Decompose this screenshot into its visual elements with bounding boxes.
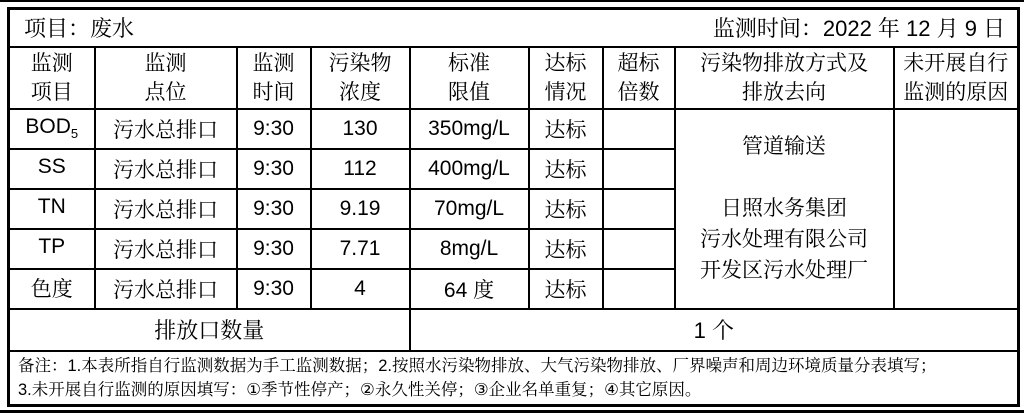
outlet-count-label-cell: 排放口数量	[9, 309, 410, 351]
header-exceedance-multiple	[603, 47, 675, 109]
exceedance-multiple-cell	[603, 269, 675, 309]
pollutant-concentration-cell: 7.71	[311, 229, 410, 269]
compliance-status-cell: 达标	[529, 149, 603, 189]
pollutant-concentration-cell: 4	[311, 269, 410, 309]
project-label: 项目：废水	[24, 16, 135, 42]
title-cell	[9, 9, 1019, 47]
header-monitoring-item	[9, 47, 95, 109]
monitoring-item-cell	[9, 229, 95, 269]
parameter-name: TP	[38, 235, 66, 259]
discharge-line: 管道输送	[742, 135, 826, 158]
exceedance-multiple-cell	[603, 109, 675, 149]
discharge-line: 污水处理有限公司	[700, 228, 868, 251]
standard-limit-cell: 8mg/L	[410, 229, 529, 269]
header-line: 未开展自行	[903, 51, 1009, 75]
header-line: 点位	[144, 80, 187, 104]
header-pollutant-concentration	[311, 47, 410, 109]
outlet-count-row	[9, 309, 1019, 351]
top-horizontal-rule	[0, 0, 1024, 2]
monitoring-data-table	[7, 7, 1020, 407]
discharge-line: 开发区污水处理厂	[700, 259, 868, 282]
header-compliance-status	[529, 47, 603, 109]
standard-limit-cell: 350mg/L	[410, 109, 529, 149]
bottom-horizontal-rule	[0, 410, 1024, 413]
column-header-row	[9, 47, 1019, 109]
header-line: 排放去向	[742, 80, 826, 104]
header-line: 污染物排放方式及	[700, 51, 868, 75]
exceedance-multiple-cell	[603, 189, 675, 229]
monitoring-point-cell: 污水总排口	[95, 149, 237, 189]
no-monitoring-reason-cell	[894, 109, 1019, 309]
header-line: 标准	[448, 51, 490, 75]
pollutant-concentration-cell: 9.19	[311, 189, 410, 229]
header-line: 监测	[30, 51, 73, 75]
compliance-status-cell: 达标	[529, 109, 603, 149]
monitoring-point-cell: 污水总排口	[95, 269, 237, 309]
monitoring-item-cell	[9, 109, 95, 149]
monitoring-time-cell: 9:30	[237, 109, 311, 149]
header-line: 限值	[448, 80, 490, 104]
monitoring-item-cell	[9, 269, 95, 309]
header-line: 达标	[544, 51, 587, 75]
discharge-line: 日照水务集团	[721, 197, 847, 220]
header-line: 监测	[144, 51, 187, 75]
compliance-status-cell: 达标	[529, 229, 603, 269]
notes-row	[9, 351, 1019, 406]
title-row	[9, 9, 1019, 47]
header-line: 时间	[252, 80, 295, 104]
monitoring-time-cell: 9:30	[237, 269, 311, 309]
pollutant-concentration-cell: 130	[311, 109, 410, 149]
discharge-line	[678, 162, 891, 193]
standard-limit-cell: 64 度	[410, 269, 529, 309]
monitoring-item-cell	[9, 189, 95, 229]
header-monitoring-point	[95, 47, 237, 109]
header-line: 倍数	[617, 80, 660, 104]
note-line-2: 3.未开展自行监测的原因填写：①季节性停产；②永久性关停；③企业名单重复；④其它原因。	[18, 380, 702, 399]
monitor-time-label: 监测时间：2022 年 12 月 9 日	[712, 16, 1006, 42]
data-rows-body	[9, 109, 1019, 309]
header-line: 情况	[544, 80, 587, 104]
note-line-1: 备注：1.本表所指自行监测数据为手工监测数据；2.按照水污染物排放、大气污染物排放、厂界噪声和周边环境质量分表填写；	[18, 356, 937, 375]
parameter-name: 色度	[30, 277, 73, 301]
standard-limit-cell: 400mg/L	[410, 149, 529, 189]
header-line: 污染物	[328, 51, 392, 75]
monitoring-point-cell: 污水总排口	[95, 229, 237, 269]
compliance-status-cell: 达标	[529, 189, 603, 229]
monitoring-time-cell: 9:30	[237, 189, 311, 229]
parameter-subscript: 5	[70, 126, 79, 142]
header-monitoring-time	[237, 47, 311, 109]
header-line: 监测的原因	[903, 80, 1009, 104]
header-line: 超标	[617, 51, 660, 75]
header-no-monitoring-reason	[894, 47, 1019, 109]
discharge-method-cell	[675, 109, 894, 309]
monitoring-point-cell: 污水总排口	[95, 109, 237, 149]
header-line: 浓度	[339, 80, 381, 104]
header-standard-limit	[410, 47, 529, 109]
standard-limit-cell: 70mg/L	[410, 189, 529, 229]
header-discharge-method	[675, 47, 894, 109]
monitoring-point-cell: 污水总排口	[95, 189, 237, 229]
outlet-count-value-cell: 1 个	[410, 309, 1019, 351]
monitoring-time-cell: 9:30	[237, 149, 311, 189]
monitoring-time-cell: 9:30	[237, 229, 311, 269]
header-line: 监测	[252, 51, 295, 75]
notes-cell	[9, 351, 1019, 406]
exceedance-multiple-cell	[603, 229, 675, 269]
parameter-name: BOD	[25, 115, 71, 139]
table-row	[9, 109, 1019, 149]
parameter-name: SS	[37, 155, 66, 179]
compliance-status-cell: 达标	[529, 269, 603, 309]
parameter-name: TN	[37, 195, 66, 219]
header-line: 项目	[30, 80, 73, 104]
monitoring-item-cell	[9, 149, 95, 189]
exceedance-multiple-cell	[603, 149, 675, 189]
pollutant-concentration-cell: 112	[311, 149, 410, 189]
